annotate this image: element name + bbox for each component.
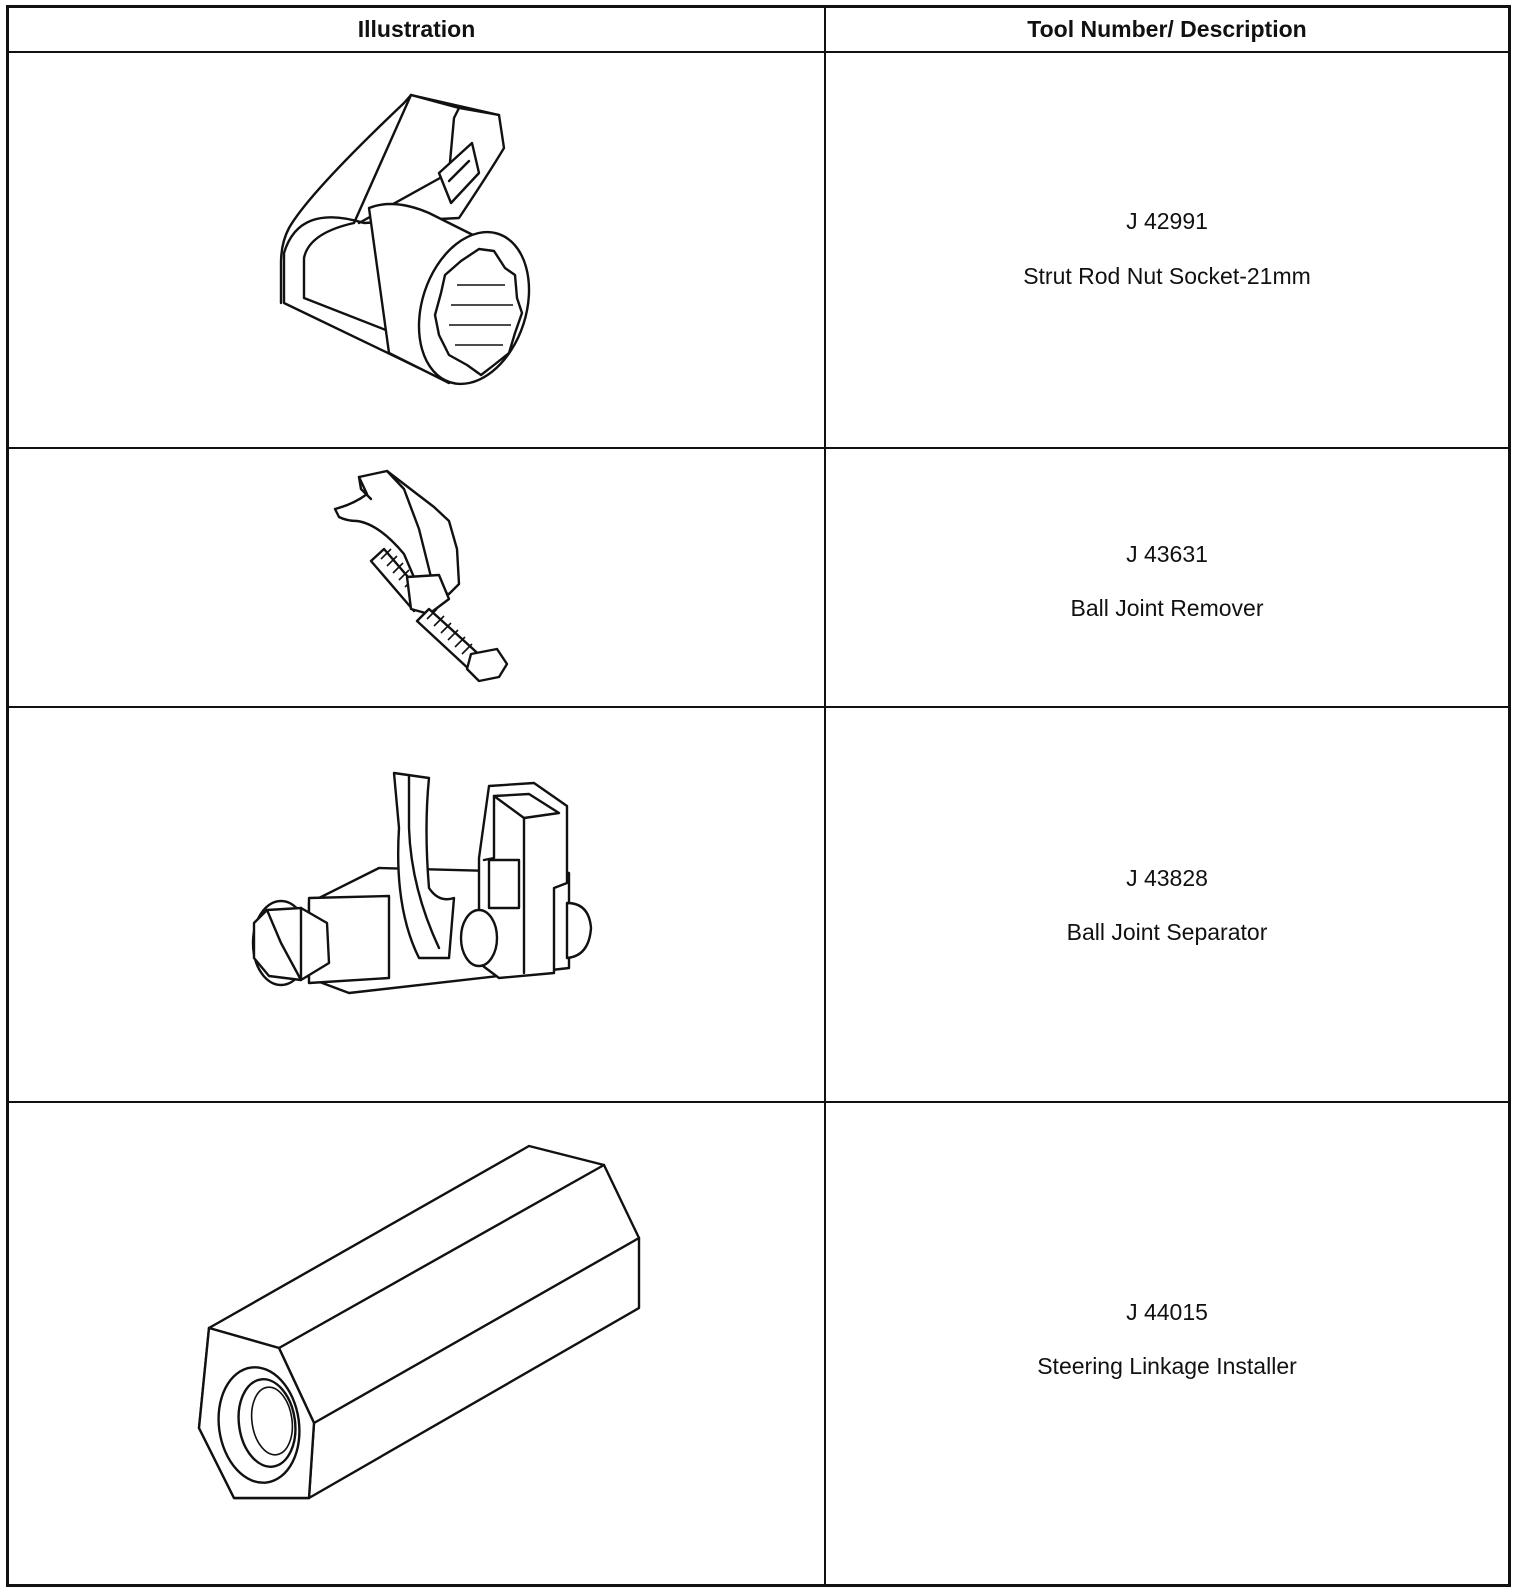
tool-description-cell bbox=[826, 1103, 1508, 1584]
strut-rod-nut-socket-icon bbox=[9, 53, 824, 447]
table-header bbox=[9, 8, 1508, 53]
illustration-cell bbox=[9, 1103, 824, 1584]
tool-number: J 44015 bbox=[1126, 1299, 1208, 1325]
tool-description-cell bbox=[826, 53, 1508, 447]
tool-description: Ball Joint Separator bbox=[1066, 919, 1268, 945]
table-row bbox=[9, 1103, 1508, 1584]
tool-description-cell bbox=[826, 449, 1508, 706]
tool-number: J 43631 bbox=[1126, 541, 1208, 567]
tool-description: Steering Linkage Installer bbox=[1037, 1353, 1297, 1379]
header-illustration: Illustration bbox=[357, 16, 476, 42]
steering-linkage-installer-icon bbox=[9, 1103, 824, 1584]
tool-number: J 43828 bbox=[1126, 865, 1208, 891]
illustration-cell bbox=[9, 708, 824, 1101]
illustration-cell bbox=[9, 53, 824, 447]
tool-number: J 42991 bbox=[1126, 208, 1208, 234]
table-row bbox=[9, 708, 1508, 1103]
table-row bbox=[9, 449, 1508, 708]
tool-description: Strut Rod Nut Socket-21mm bbox=[1023, 263, 1311, 289]
illustration-cell bbox=[9, 449, 824, 706]
special-tools-table bbox=[6, 5, 1511, 1587]
tool-description: Ball Joint Remover bbox=[1070, 595, 1264, 621]
ball-joint-separator-icon bbox=[9, 708, 824, 1101]
ball-joint-remover-icon bbox=[9, 449, 824, 706]
table-row bbox=[9, 53, 1508, 449]
tool-description-cell bbox=[826, 708, 1508, 1101]
header-tool-description: Tool Number/ Description bbox=[1027, 16, 1307, 42]
